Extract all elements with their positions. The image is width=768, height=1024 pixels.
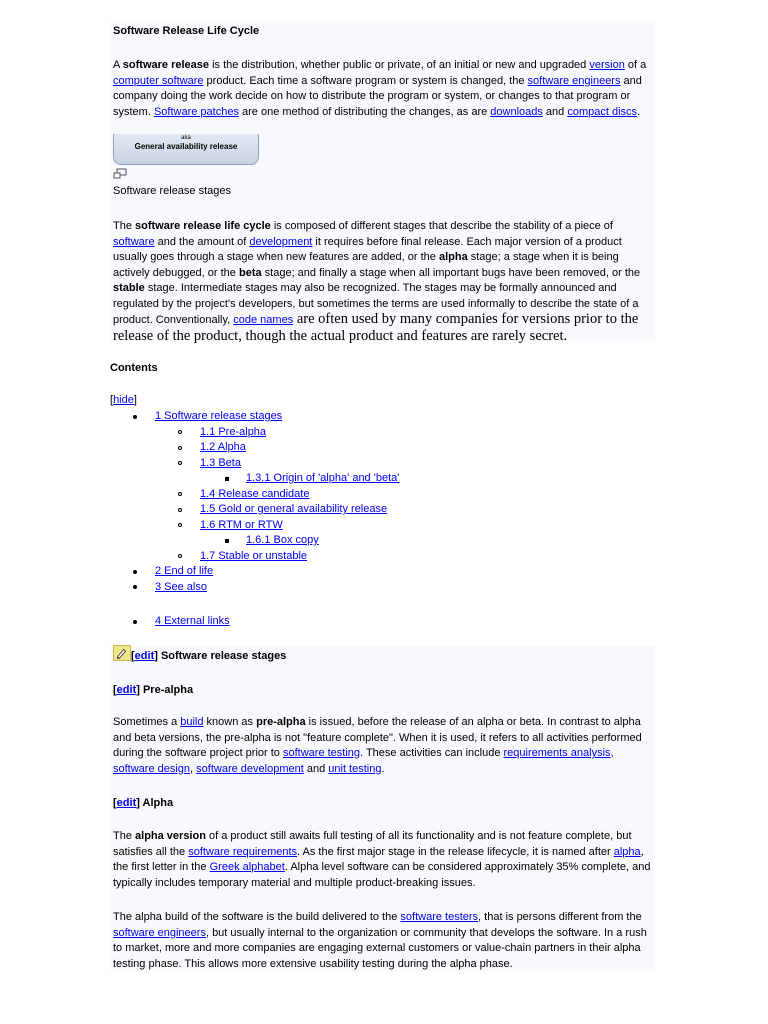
heading-pre-alpha: [edit] Pre-alpha bbox=[113, 684, 194, 696]
toc-item-alpha[interactable]: 1.2 Alpha bbox=[200, 441, 246, 453]
toc-item-origin[interactable]: 1.3.1 Origin of 'alpha' and 'beta' bbox=[246, 472, 400, 484]
toc-bullet bbox=[178, 430, 182, 434]
link-build[interactable]: build bbox=[180, 716, 204, 728]
edit-link-stages[interactable]: edit bbox=[134, 650, 155, 662]
toc-bullet bbox=[178, 446, 182, 450]
link-software-testers[interactable]: software testers bbox=[400, 911, 479, 923]
toc-item-rtm[interactable]: 1.6 RTM or RTW bbox=[200, 519, 283, 531]
intro-paragraph: A software release is the distribution, whether public or private, of an initial or new and upgraded version of a computer software product. Each time a software program or system is changed, the software engineers and company doing the work decide on how to distribute the program or system, or changes to that program or system. Software patches are one method of distributing the changes, as are downloads and compact discs. bbox=[113, 59, 647, 118]
link-greek-alphabet[interactable]: Greek alphabet bbox=[209, 861, 285, 873]
toc-bullet bbox=[178, 461, 182, 465]
link-computer-software[interactable]: computer software bbox=[113, 74, 204, 87]
toc-bullet bbox=[225, 539, 229, 543]
lifecycle-paragraph: The software release life cycle is composed of different stages that describe the stability of a piece of software and the amount of development it requires before final release. Each major version of a product usually goes through a stage when new features are added, or the alpha stage; a stage when it is being actively debugged, or the beta stage; and finally a stage when all important bugs have been removed, or the stable stage. Intermediate stages may also be recognized. The stages may be formally announced and regulated by the project's developers, but sometimes the terms are used informally to describe the state of a product. Conventionally, code names are often used by many companies for versions prior to the release of the product, though the actual product and features are rarely secret. bbox=[113, 220, 641, 344]
link-software-engineers-2[interactable]: software engineers bbox=[113, 926, 206, 939]
link-software-requirements[interactable]: software requirements bbox=[188, 845, 298, 858]
toc-item-end-of-life[interactable]: 2 End of life bbox=[155, 565, 214, 577]
link-software-patches[interactable]: Software patches bbox=[153, 105, 239, 118]
toc-bullet bbox=[133, 620, 137, 624]
page-title: Software Release Life Cycle bbox=[113, 25, 260, 37]
magnify-icon[interactable] bbox=[113, 168, 127, 180]
toc-item-stable[interactable]: 1.7 Stable or unstable bbox=[200, 550, 308, 562]
link-code-names[interactable]: code names bbox=[233, 314, 294, 326]
toc-bullet bbox=[178, 523, 182, 527]
release-stage-diagram[interactable] bbox=[113, 134, 259, 165]
link-requirements-analysis[interactable]: requirements analysis bbox=[503, 747, 611, 759]
toc-bullet bbox=[178, 492, 182, 496]
toc-bullet bbox=[178, 508, 182, 512]
toc-title: Contents bbox=[110, 362, 158, 374]
toc-item-see-also[interactable]: 3 See also bbox=[155, 581, 207, 593]
link-version[interactable]: version bbox=[589, 59, 625, 71]
toc-item-gold[interactable]: 1.5 Gold or general availability release bbox=[200, 503, 388, 515]
link-software-engineers[interactable]: software engineers bbox=[527, 74, 621, 87]
link-software[interactable]: software bbox=[113, 235, 155, 248]
toc-item-external-links[interactable]: 4 External links bbox=[155, 615, 230, 627]
link-unit-testing[interactable]: unit testing bbox=[328, 762, 382, 775]
toc-bullet bbox=[178, 554, 182, 558]
edit-link-alpha[interactable]: edit bbox=[116, 797, 137, 809]
toc-item-box-copy[interactable]: 1.6.1 Box copy bbox=[246, 534, 319, 546]
heading-alpha: [edit] Alpha bbox=[113, 797, 174, 809]
figure-caption: Software release stages bbox=[113, 185, 232, 197]
alpha-paragraph: The alpha version of a product still awaits full testing of all its functionality and is not feature complete, but satisfies all the software requirements. As the first major stage in the release lifecycle, it is named after alpha, the first letter in the Greek alphabet. Alpha level software can be considered approximately 35% complete, and typically includes temporary material and multiple product-breaking issues. bbox=[113, 830, 651, 889]
toc-item-release-candidate[interactable]: 1.4 Release candidate bbox=[200, 488, 310, 500]
toc-hide-link[interactable]: hide bbox=[113, 394, 134, 406]
toc-bullet bbox=[133, 585, 137, 589]
toc-item-pre-alpha[interactable]: 1.1 Pre-alpha bbox=[200, 426, 267, 438]
link-compact-discs[interactable]: compact discs bbox=[567, 105, 638, 118]
toc-item-release-stages[interactable]: 1 Software release stages bbox=[155, 410, 283, 422]
toc-bullet bbox=[225, 477, 229, 481]
alpha-build-paragraph: The alpha build of the software is the build delivered to the software testers, that is persons different from the software engineers, but usually internal to the organization or community that develops the software. In a rush to market, more and more companies are engaging external customers or value-chain partners in their alpha testing phase. This allows more extensive usability testing during the alpha phase. bbox=[113, 911, 647, 970]
heading-software-release-stages: [edit] Software release stages bbox=[131, 650, 287, 662]
pencil-icon[interactable] bbox=[113, 645, 131, 661]
toc-bullet bbox=[133, 415, 137, 419]
link-downloads[interactable]: downloads bbox=[490, 105, 543, 118]
diagram-aka-label: aka bbox=[181, 135, 191, 141]
link-software-development[interactable]: software development bbox=[196, 762, 304, 775]
link-software-testing[interactable]: software testing bbox=[282, 747, 361, 759]
link-development[interactable]: development bbox=[249, 235, 313, 248]
toc-bullet bbox=[133, 570, 137, 574]
toc-item-beta[interactable]: 1.3 Beta bbox=[200, 457, 241, 469]
link-software-design[interactable]: software design bbox=[113, 762, 191, 775]
edit-link-pre-alpha[interactable]: edit bbox=[116, 684, 137, 696]
toc-hide-toggle: [hide] bbox=[110, 394, 137, 406]
link-alpha[interactable]: alpha bbox=[613, 845, 641, 858]
diagram-ga-label: General availability release bbox=[134, 142, 238, 151]
pre-alpha-paragraph: Sometimes a build known as pre-alpha is issued, before the release of an alpha or beta. In contrast to alpha and beta versions, the pre-alpha is not "feature complete". When it is used, it refers to all activities performed during the software project prior to software testing. These activities can include requirements analysis, software design, software development and unit testing. bbox=[113, 716, 642, 775]
